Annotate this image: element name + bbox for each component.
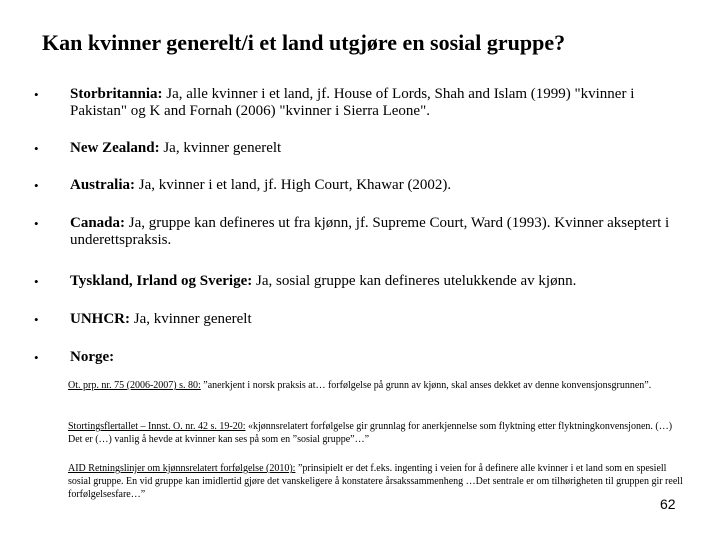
bullet-dot: • [34,141,39,156]
slide-title: Kan kvinner generelt/i et land utgjøre en sosial gruppe? [42,30,566,55]
reference-quote: «kjønnsrelatert forfølgelse gir grunnlag for anerkjennelse som flyktning etter flyktningkonvensjonen. (…) Det er (…) vanlig å hevde at kvinner kan ses på som en ”sosial gruppe”…” [68,421,673,445]
reference-quote: ”anerkjent i norsk praksis at… forfølgelse på grunn av kjønn, skal anses dekket av denne konvensjonsgrunnen”. [200,380,652,391]
reference-aid-retningslinjer [68,462,688,501]
bullet-label: Norge: [70,349,115,365]
bullet-dot: • [34,178,39,193]
bullet-text: Ja, kvinner i et land, jf. High Court, Khawar (2002). [135,177,452,193]
bullet-text: Ja, alle kvinner i et land, jf. House of Lords, Shah and Islam (1999) "kvinner i Pakistan" og K and Fornah (2006) "kvinner i Sierra Leone". [70,86,635,119]
bullet-text: Ja, kvinner generelt [130,311,252,327]
bullet-text: Ja, kvinner generelt [159,140,282,156]
bullet-label: New Zealand: [70,140,160,156]
bullet-label: Canada: [70,215,126,231]
reference-innstilling [68,420,688,446]
reference-quote: ”prinsipielt er det f.eks. ingenting i veien for å definere alle kvinner i et land som en spesiell sosial gruppe. En vid gruppe kan imidlertid gjøre det vanskeligere å konstatere årsakssammenheng …Det sentrale er om tilhørigheten til gruppen gir reell forfølgelsesfare…” [68,463,683,500]
bullet-dot: • [34,216,39,231]
reference-source: Ot. prp. nr. 75 (2006-2007) s. 80: [68,380,201,391]
bullet-label: Tyskland, Irland og Sverige: [70,273,253,289]
reference-ot-prp [68,379,688,392]
bullet-label: Australia: [70,177,135,193]
bullet-dot: • [34,274,39,289]
bullet-dot: • [34,312,39,327]
bullet-label: UNHCR: [70,311,130,327]
reference-source: AID Retningslinjer om kjønnsrelatert forfølgelse (2010): [68,463,296,474]
bullet-text: Ja, sosial gruppe kan defineres utelukkende av kjønn. [252,273,577,289]
bullet-dot: • [34,87,39,102]
page-number: 62 [660,496,676,512]
bullet-label: Storbritannia: [70,86,163,102]
reference-source: Stortingsflertallet – Innst. O. nr. 42 s. 19-20: [68,421,246,432]
bullet-dot: • [34,350,39,365]
bullet-text: Ja, gruppe kan defineres ut fra kjønn, jf. Supreme Court, Ward (1993). Kvinner akseptert i underettspraksis. [70,215,670,248]
